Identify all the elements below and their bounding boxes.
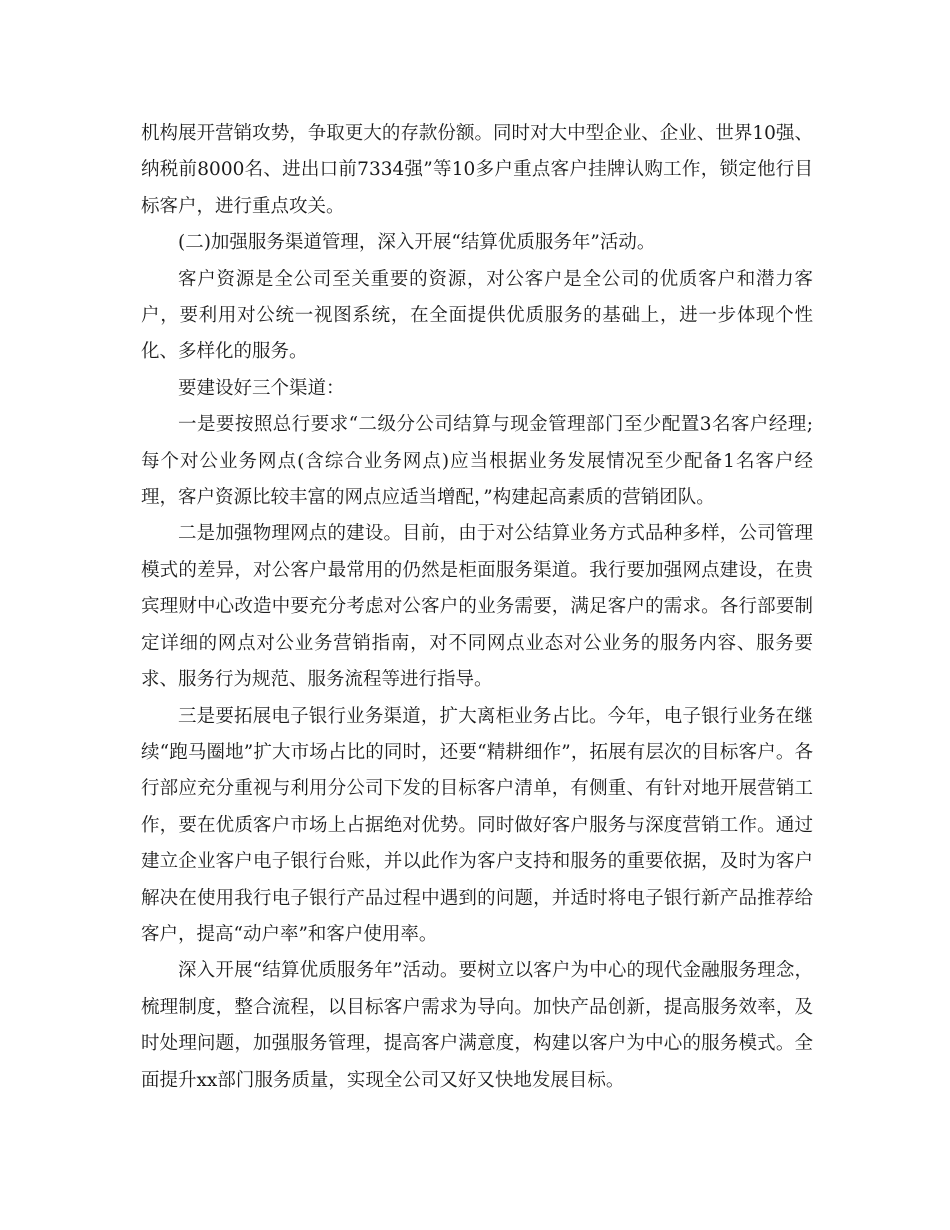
paragraph-6: 二是加强物理网点的建设。目前，由于对公结算业务方式品种多样，公司管理模式的差异，对公客户最常用的仍然是柜面服务渠道。我行要加强网点建设，在贵宾理财中心改造中要充分考虑对公客户的业务需要，满足客户的需求。各行部要制定详细的网点对公业务营销指南，对不同网点业态对公业务的服务内容、服务要求、服务行为规范、服务流程等进行指导。 [141,523,813,691]
paragraph-3: 客户资源是全公司至关重要的资源，对公客户是全公司的优质客户和潜力客户，要利用对公统一视图系统，在全面提供优质服务的基础上，进一步体现个性化、多样化的服务。 [141,268,813,363]
document-page [141,116,813,1099]
paragraph-4: 要建设好三个渠道： [178,377,345,399]
paragraph-1: 机构展开营销攻势，争取更大的存款份额。同时对大中型企业、企业、世界10强、纳税前8000名、进出口前7334强”等10多户重点客户挂牌认购工作，锁定他行目标客户，进行重点攻关。 [141,123,813,217]
paragraph-7: 三是要拓展电子银行业务渠道，扩大离柜业务占比。今年，电子银行业务在继续“跑马圈地”扩大市场占比的同时，还要“精耕细作”，拓展有层次的目标客户。各行部应充分重视与利用分公司下发的目标客户清单，有侧重、有针对地开展营销工作，要在优质客户市场上占据绝对优势。同时做好客户服务与深度营销工作。通过建立企业客户电子银行台账，并以此作为客户支持和服务的重要依据，及时为客户解决在使用我行电子银行产品过程中遇到的问题，并适时将电子银行新产品推荐给客户，提高“动户率”和客户使用率。 [141,705,813,945]
paragraph-5: 一是要按照总行要求“二级分公司结算与现金管理部门至少配置3名客户经理;每个对公业务网点(含综合业务网点)应当根据业务发展情况至少配备1名客户经理，客户资源比较丰富的网点应适当增配，”构建起高素质的营销团队。 [141,414,813,509]
paragraph-2: (二)加强服务渠道管理，深入开展“结算优质服务年”活动。 [178,232,656,254]
paragraph-8: 深入开展“结算优质服务年”活动。要树立以客户为中心的现代金融服务理念，梳理制度，整合流程，以目标客户需求为导向。加快产品创新，提高服务效率，及时处理问题，加强服务管理，提高客户满意度，构建以客户为中心的服务模式。全面提升xx部门服务质量，实现全公司又好又快地发展目标。 [141,960,813,1091]
